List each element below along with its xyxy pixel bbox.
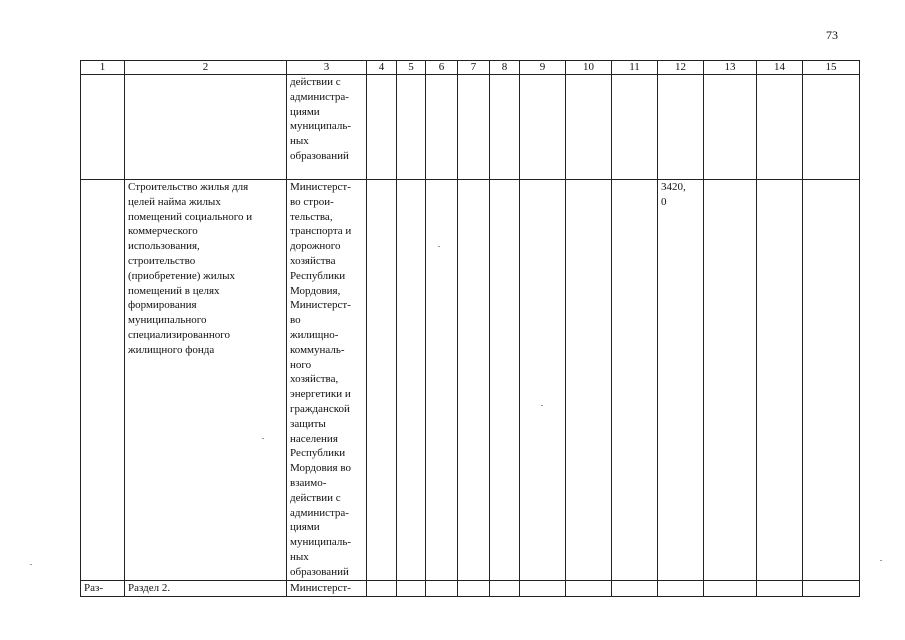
cell-col3: действии с администра- циями муниципаль- ных образований: [287, 75, 367, 180]
cell-col2: [125, 75, 287, 180]
header-cell: 6: [426, 61, 458, 75]
program-table: [80, 60, 860, 597]
cell-empty: [757, 581, 803, 597]
cell-empty: [458, 581, 490, 597]
cell-empty: [704, 581, 757, 597]
cell-empty: [426, 581, 458, 597]
cell-empty: [757, 180, 803, 581]
scan-speck: [262, 438, 264, 439]
cell-empty: [458, 180, 490, 581]
cell-empty: [757, 75, 803, 180]
header-cell: 13: [704, 61, 757, 75]
cell-empty: [367, 75, 397, 180]
scan-speck: [438, 246, 440, 247]
cell-col1: [81, 75, 125, 180]
header-cell: 7: [458, 61, 490, 75]
cell-empty: [803, 581, 860, 597]
header-row: [81, 61, 860, 75]
header-cell: 3: [287, 61, 367, 75]
header-cell: 8: [490, 61, 520, 75]
scan-speck: [880, 560, 882, 561]
page-number: 73: [826, 28, 838, 42]
cell-empty: [490, 180, 520, 581]
cell-empty: [490, 75, 520, 180]
cell-empty: [397, 75, 426, 180]
cell-empty: [520, 581, 566, 597]
cell-col2: Строительство жилья для целей найма жилых помещений социального и коммерческого использования, строительство (приобретение) жилых помещений в целях формирования муниципального специализированного жилищного фонда: [125, 180, 287, 581]
cell-empty: [367, 180, 397, 581]
table-row: [81, 75, 860, 180]
header-cell: 11: [612, 61, 658, 75]
header-cell: 4: [367, 61, 397, 75]
table-row: [81, 581, 860, 597]
header-cell: 12: [658, 61, 704, 75]
cell-empty: [520, 75, 566, 180]
cell-empty: [426, 180, 458, 581]
cell-empty: [367, 581, 397, 597]
header-cell: 14: [757, 61, 803, 75]
cell-col12: 3420, 0: [658, 180, 704, 581]
table-row: [81, 180, 860, 581]
cell-empty: [704, 75, 757, 180]
cell-empty: [612, 180, 658, 581]
header-cell: 15: [803, 61, 860, 75]
cell-empty: [704, 180, 757, 581]
cell-col3: Министерст- во строи- тельства, транспорта и дорожного хозяйства Республики Мордовия, Министерст- во жилищно- коммуналь- ного хозяйства, энергетики и гражданской защиты населения Республики Мордовия во взаимо- действии с администра- циями муниципаль- ных образований: [287, 180, 367, 581]
scan-speck: [541, 405, 543, 406]
cell-col12: [658, 581, 704, 597]
cell-col3: Министерст-: [287, 581, 367, 597]
cell-empty: [490, 581, 520, 597]
cell-col1: Раз-: [81, 581, 125, 597]
cell-empty: [803, 75, 860, 180]
header-cell: 1: [81, 61, 125, 75]
header-cell: 5: [397, 61, 426, 75]
header-cell: 10: [566, 61, 612, 75]
cell-empty: [566, 581, 612, 597]
cell-empty: [803, 180, 860, 581]
cell-col2: Раздел 2.: [125, 581, 287, 597]
cell-empty: [458, 75, 490, 180]
cell-empty: [566, 180, 612, 581]
cell-empty: [612, 581, 658, 597]
cell-empty: [612, 75, 658, 180]
header-cell: 2: [125, 61, 287, 75]
cell-empty: [520, 180, 566, 581]
cell-col1: [81, 180, 125, 581]
cell-empty: [426, 75, 458, 180]
scan-speck: [30, 564, 32, 565]
cell-empty: [566, 75, 612, 180]
cell-empty: [397, 581, 426, 597]
header-cell: 9: [520, 61, 566, 75]
cell-empty: [397, 180, 426, 581]
cell-col12: [658, 75, 704, 180]
